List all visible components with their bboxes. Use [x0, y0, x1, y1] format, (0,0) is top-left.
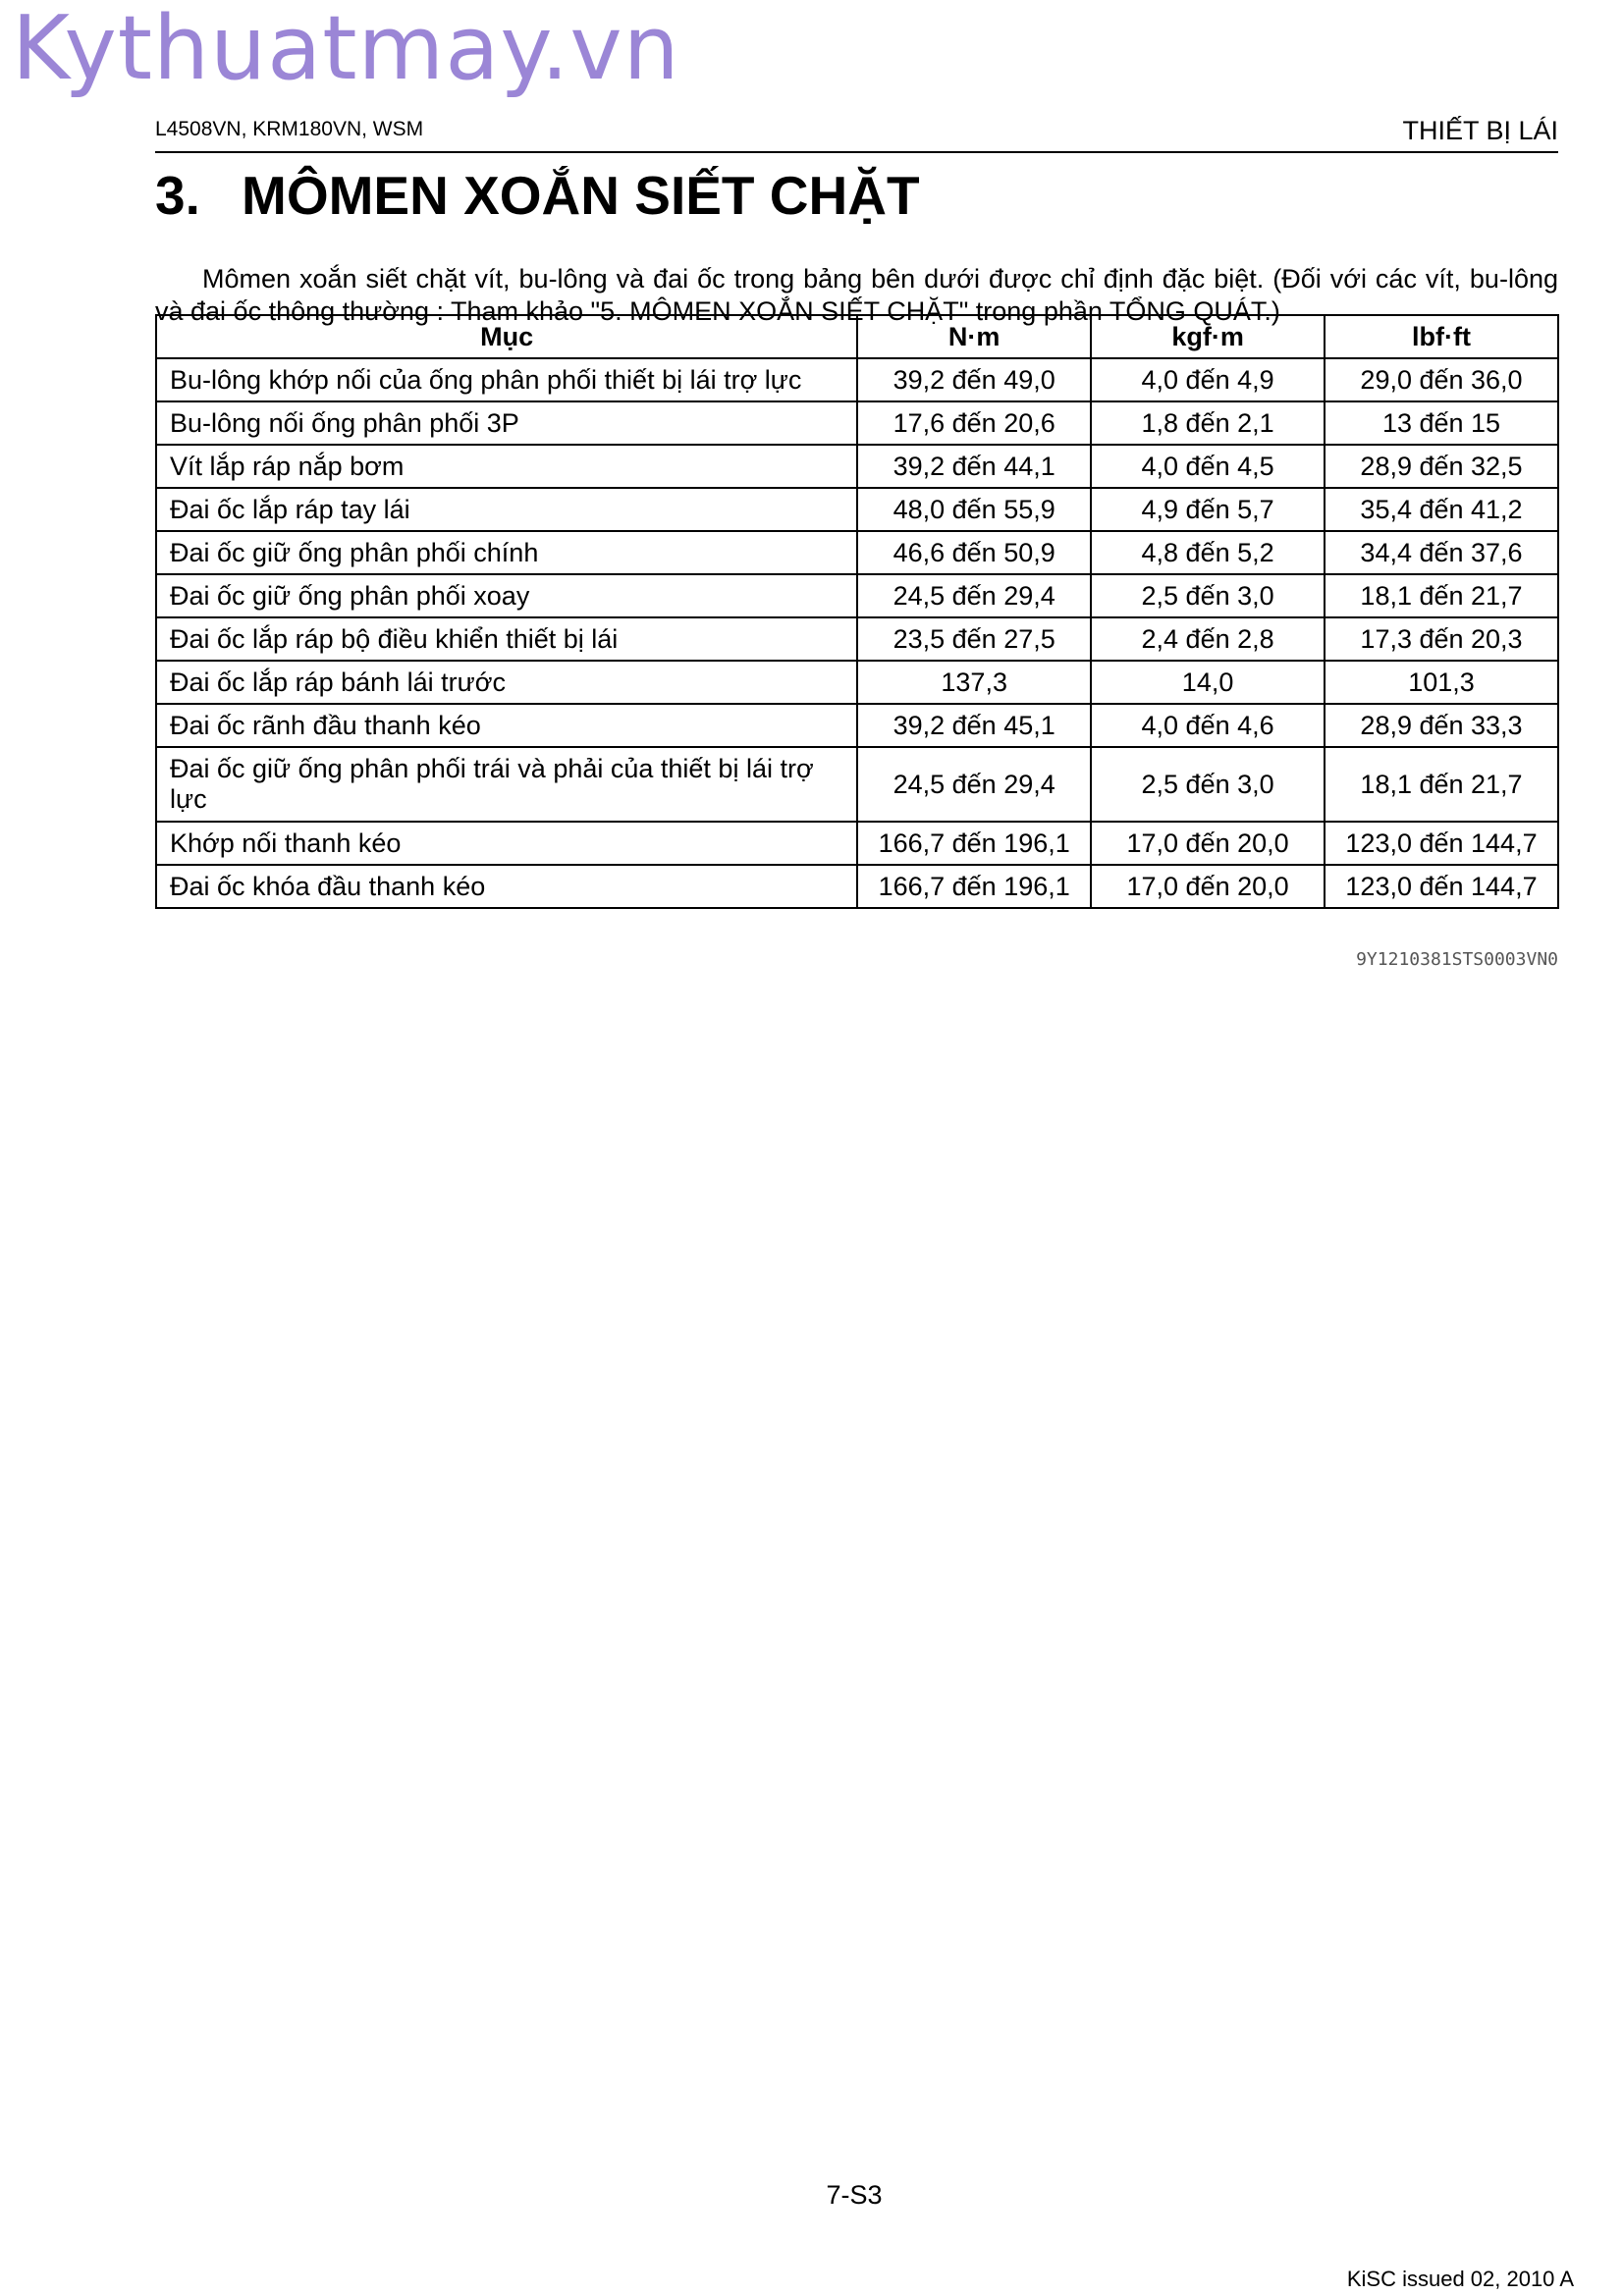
cell-nm: 39,2 đến 45,1	[857, 704, 1091, 747]
cell-nm: 24,5 đến 29,4	[857, 747, 1091, 822]
cell-nm: 24,5 đến 29,4	[857, 574, 1091, 617]
cell-nm: 17,6 đến 20,6	[857, 401, 1091, 445]
table-row	[156, 747, 1558, 822]
cell-item: Bu-lông nối ống phân phối 3P	[156, 401, 857, 445]
torque-table	[155, 314, 1559, 909]
cell-lbfft: 34,4 đến 37,6	[1325, 531, 1558, 574]
cell-item: Đai ốc rãnh đầu thanh kéo	[156, 704, 857, 747]
cell-kgfm: 4,0 đến 4,9	[1091, 358, 1325, 401]
header-models: L4508VN, KRM180VN, WSM	[155, 118, 424, 140]
cell-lbfft: 101,3	[1325, 661, 1558, 704]
section-title-text: MÔMEN XOẮN SIẾT CHẶT	[242, 165, 920, 226]
cell-lbfft: 13 đến 15	[1325, 401, 1558, 445]
page-number: 7-S3	[826, 2180, 883, 2210]
cell-item: Đai ốc giữ ống phân phối chính	[156, 531, 857, 574]
cell-nm: 166,7 đến 196,1	[857, 822, 1091, 865]
header-divider	[155, 151, 1558, 153]
cell-nm: 166,7 đến 196,1	[857, 865, 1091, 908]
cell-nm: 137,3	[857, 661, 1091, 704]
document-code: 9Y1210381STS0003VN0	[1356, 949, 1558, 970]
column-header-item: Mục	[156, 315, 857, 358]
table-header-row	[156, 315, 1558, 358]
cell-item: Đai ốc giữ ống phân phối trái và phải của thiết bị lái trợ lực	[156, 747, 857, 822]
cell-item: Đai ốc giữ ống phân phối xoay	[156, 574, 857, 617]
page-title	[155, 163, 920, 228]
table-row	[156, 617, 1558, 661]
cell-kgfm: 17,0 đến 20,0	[1091, 865, 1325, 908]
cell-lbfft: 29,0 đến 36,0	[1325, 358, 1558, 401]
cell-nm: 23,5 đến 27,5	[857, 617, 1091, 661]
cell-nm: 39,2 đến 44,1	[857, 445, 1091, 488]
cell-kgfm: 4,8 đến 5,2	[1091, 531, 1325, 574]
cell-kgfm: 2,5 đến 3,0	[1091, 574, 1325, 617]
cell-lbfft: 17,3 đến 20,3	[1325, 617, 1558, 661]
table-row	[156, 865, 1558, 908]
cell-nm: 48,0 đến 55,9	[857, 488, 1091, 531]
header-section: THIẾT BỊ LÁI	[1402, 116, 1558, 145]
cell-kgfm: 2,4 đến 2,8	[1091, 617, 1325, 661]
table-row	[156, 661, 1558, 704]
cell-lbfft: 28,9 đến 32,5	[1325, 445, 1558, 488]
cell-kgfm: 2,5 đến 3,0	[1091, 747, 1325, 822]
cell-lbfft: 18,1 đến 21,7	[1325, 574, 1558, 617]
column-header-lbfft: lbf·ft	[1325, 315, 1558, 358]
table-row	[156, 401, 1558, 445]
table-row	[156, 822, 1558, 865]
cell-item: Bu-lông khớp nối của ống phân phối thiết bị lái trợ lực	[156, 358, 857, 401]
table-row	[156, 574, 1558, 617]
watermark-logo: Kythuatmay.vn	[12, 0, 680, 100]
cell-kgfm: 17,0 đến 20,0	[1091, 822, 1325, 865]
issue-note: KiSC issued 02, 2010 A	[1346, 2267, 1574, 2291]
cell-nm: 39,2 đến 49,0	[857, 358, 1091, 401]
cell-lbfft: 123,0 đến 144,7	[1325, 822, 1558, 865]
section-number: 3.	[155, 165, 200, 226]
table-row	[156, 445, 1558, 488]
column-header-nm: N·m	[857, 315, 1091, 358]
cell-item: Đai ốc lắp ráp bộ điều khiển thiết bị lái	[156, 617, 857, 661]
cell-item: Đai ốc khóa đầu thanh kéo	[156, 865, 857, 908]
cell-lbfft: 123,0 đến 144,7	[1325, 865, 1558, 908]
cell-kgfm: 4,0 đến 4,5	[1091, 445, 1325, 488]
cell-item: Khớp nối thanh kéo	[156, 822, 857, 865]
cell-item: Đai ốc lắp ráp tay lái	[156, 488, 857, 531]
column-header-kgfm: kgf·m	[1091, 315, 1325, 358]
cell-item: Vít lắp ráp nắp bơm	[156, 445, 857, 488]
cell-lbfft: 28,9 đến 33,3	[1325, 704, 1558, 747]
table-row	[156, 704, 1558, 747]
cell-lbfft: 35,4 đến 41,2	[1325, 488, 1558, 531]
cell-kgfm: 4,9 đến 5,7	[1091, 488, 1325, 531]
table-row	[156, 488, 1558, 531]
cell-kgfm: 14,0	[1091, 661, 1325, 704]
table-row	[156, 358, 1558, 401]
cell-item: Đai ốc lắp ráp bánh lái trước	[156, 661, 857, 704]
table-row	[156, 531, 1558, 574]
cell-nm: 46,6 đến 50,9	[857, 531, 1091, 574]
intro-paragraph: Mômen xoắn siết chặt vít, bu-lông và đai ốc trong bảng bên dưới được chỉ định đặc biệt. (Đối với các vít, bu-lông và đai ốc thông thường : Tham khảo "5. MÔMEN XOẮN SIẾT CHẶT" trong phần TỔNG QUÁT.)	[155, 264, 1558, 326]
cell-lbfft: 18,1 đến 21,7	[1325, 747, 1558, 822]
cell-kgfm: 1,8 đến 2,1	[1091, 401, 1325, 445]
cell-kgfm: 4,0 đến 4,6	[1091, 704, 1325, 747]
